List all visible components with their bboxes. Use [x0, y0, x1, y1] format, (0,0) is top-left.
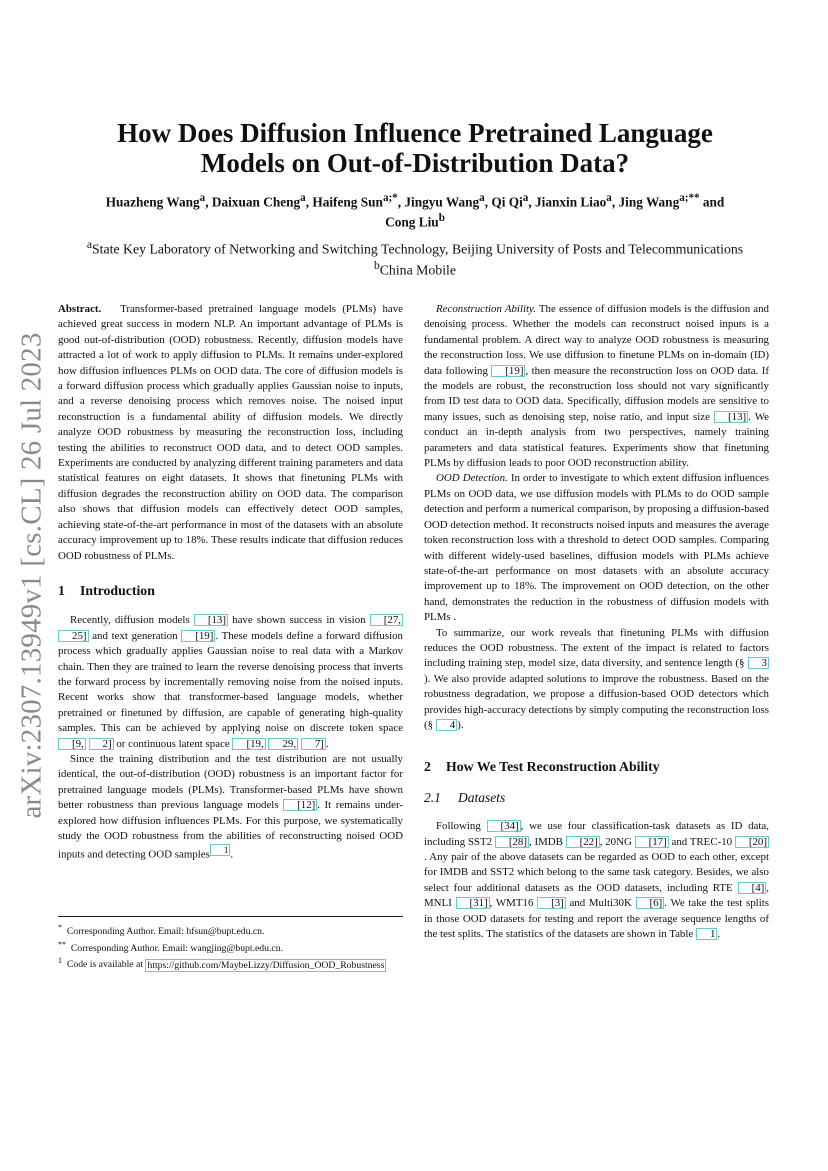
author-sup: a: [199, 192, 206, 204]
abstract-label: Abstract.: [58, 303, 102, 315]
section-number: 2: [424, 759, 431, 775]
footnote: * Corresponding Author. Email: hfsun@bupt.edu.cn.: [58, 923, 265, 938]
abstract: [58, 302, 403, 564]
citation-link[interactable]: 29,: [268, 738, 298, 750]
affiliation-a: [55, 237, 775, 258]
citation-link[interactable]: [19]: [181, 630, 215, 642]
section-heading: [424, 759, 769, 774]
affiliation-sup: b: [373, 259, 380, 272]
footnote: ** Corresponding Author. Email: wangjing@bupt.edu.cn.: [58, 939, 283, 954]
author-sup: b: [438, 212, 445, 225]
affiliation-b: [55, 258, 775, 279]
citation-link[interactable]: [22]: [566, 836, 600, 848]
affiliations: [55, 237, 775, 278]
section-ref-link[interactable]: 3: [748, 657, 769, 669]
author: Qi Qi: [491, 194, 523, 210]
citation-link[interactable]: [20]: [735, 836, 769, 848]
citation-link[interactable]: 25]: [58, 630, 89, 642]
citation-link[interactable]: [17]: [635, 836, 669, 848]
author: Huazheng Wang: [105, 194, 200, 210]
author: Jingyu Wang: [404, 194, 480, 210]
code-url-link[interactable]: https://github.com/MaybeLizzy/Diffusion_OOD_Robustness: [147, 959, 385, 971]
citation-link[interactable]: [13]: [194, 614, 228, 626]
recon-paragraph: Reconstruction Ability. The essence of diffusion models is the diffusion and denoising process. Whether the models can reconstruct noised inputs is a fundamental problem. A direct way to analyze OOD robustness is measuring the reconstruction loss. We use diffusion to finetune PLMs on in-domain (ID) data following [19] , then measure the reconstruction loss on OOD data. If the models are robust, the reconstruction loss should not vary significantly from ID test data to OOD data. Specifically, diffusion models are sensitive to many issues, such as denoising step, noise ratio, and input size [13] . We conduct an in-depth analysis from two perspectives, namely training parameters and data statistical features. Experiments show that finetuning PLMs by diffusion leads to poor OOD reconstruction ability.: [424, 303, 770, 470]
paper-title: How Does Diffusion Influence Pretrained Language Models on Out-of-Distribution Data?: [117, 118, 713, 178]
left-column: [58, 302, 403, 863]
citation-link[interactable]: 2]: [89, 738, 114, 750]
author-sup[interactable]: a;*: [382, 192, 398, 204]
citation-link[interactable]: [6]: [636, 897, 665, 909]
citation-link[interactable]: [12]: [283, 799, 317, 811]
subsection-title: Datasets: [458, 789, 506, 805]
abstract-text: Transformer-based pretrained language models (PLMs) have achieved great success in modern NLP. An important advantage of PLMs is good out-of-distribution (OOD) robustness. Recently, diffusion models have attracted a lot of work to apply diffusion to PLMs. It remains under-explored how diffusion influences PLMs on OOD data. The core of diffusion models is a forward diffusion process which gradually applies Gaussian noise to inputs, and a reverse denoising process which removes noise. The noised input reconstruction is a fundamental ability of diffusion models. We directly analyze OOD robustness by measuring the reconstruction loss, including testing the abilities to reconstruct OOD data, and to detect OOD samples. Experiments are conducted by analyzing different training parameters and data statistical features on eight datasets. It shows that finetuning PLMs with diffusion degrades the reconstruction ability on OOD data. The comparison also shows that diffusion models can effectively detect OOD samples, achieving state-of-the-art performance in most of the datasets with an absolute accuracy improvement up to 18%. These results indicate that diffusion reduces OOD robustness of PLMs.: [58, 303, 404, 562]
section-title: Introduction: [80, 582, 155, 598]
author-sup[interactable]: a;**: [679, 192, 700, 204]
citation-link[interactable]: [27,: [370, 614, 403, 626]
paragraph-lead: Reconstruction Ability.: [436, 303, 536, 315]
author: Haifeng Sun: [312, 194, 383, 210]
summary-paragraph: To summarize, our work reveals that finetuning PLMs with diffusion reduces the OOD robustness. The extent of the impact is related to factors including training step, model size, data diversity, and sentence length (§ 3). We also provide adapted solutions to improve the robustness. Based on the robustness degradation, we propose a diffusion-based OOD detectors which provides high-accuracy detections by simply computing the reconstruction loss (§ 4 ).: [424, 626, 769, 731]
citation-link[interactable]: [19,: [232, 738, 265, 750]
author-list: Huazheng Wang$^a$, Daixuan Cheng$^a$, Haifeng Sun$^{a;*}$, Jingyu Wang$^a$, Qi Qi$^a$, Jianxin Liao$^a$, Jing Wang$^{a;**}$ and Cong Liu$^b$: [105, 192, 725, 230]
footnote: $^1$ Code is available at https://github.com/MaybeLizzy/Diffusion_OOD_Robustness: [58, 956, 385, 971]
subsection-heading: [424, 790, 769, 805]
citation-link[interactable]: [13]: [714, 411, 748, 423]
citation-link[interactable]: [28]: [495, 836, 529, 848]
right-column: [424, 302, 769, 942]
section-heading: [58, 583, 403, 598]
author: Daixuan Cheng: [211, 194, 301, 210]
footnote-link[interactable]: 1: [210, 844, 231, 856]
section-ref-link[interactable]: 4: [436, 719, 457, 731]
citation-link[interactable]: 7]: [301, 738, 326, 750]
author-sup: a: [479, 192, 485, 204]
affiliation-text: China Mobile: [379, 262, 456, 278]
arxiv-id: arXiv:2307.13949v1 [cs.CL] 26 Jul 2023: [15, 331, 48, 819]
datasets-paragraph: Following [34] , we use four classification-task datasets as ID data, including SST2 [28] , IMDB [22] , 20NG [17] and TREC-10 [20]. Any pair of the above datasets can be regarded as OOD to each other, except for IMDB and SST2 which belong to the same task category. Besides, we also select four additional datasets as the OOD datasets, including RTE [4] , MNLI [31] , WMT16 [3] and Multi30K [6] . We take the test splits in those OOD datasets for testing and report the average sequence lengths of the test splits. The statistics of the datasets are shown in Table 1 .: [424, 820, 769, 941]
footnote-rule: [58, 916, 403, 917]
intro-paragraph-2: Since the training distribution and the test distribution are not usually identical, the out-of-distribution (OOD) robustness is an important factor for pretrained language models (PLMs). Transformer-based PLMs have shown better robustness than previous language models [12] . It remains under-explored how diffusion influences PLMs. For this purpose, we systematically study the OOD robustness from the abilities of reconstructing noised OOD inputs and detecting OOD samples $^1$ .: [58, 752, 403, 862]
citation-link[interactable]: [19]: [491, 365, 525, 377]
citation-link[interactable]: [34]: [487, 820, 521, 832]
intro-paragraph-1: Recently, diffusion models [13] have shown success in vision [27, 25] and text generation [19] . These models define a forward diffusion process which gradually applies Gaussian noise to real data with a Markov chain. Then they are trained to learn the reverse denoising process that inverts the forward process by incrementally removing noise from the noised inputs. Recent works show that transformer-based language models, whether pretrained or finetuned by diffusion, are capable of generating high-quality samples. This can be achieved by applying noise on discrete token space [9, 2] or continuous latent space [19, 29, 7] .: [58, 614, 403, 750]
author-sup: a: [300, 192, 306, 204]
author: Jianxin Liao: [534, 194, 607, 210]
subsection-number: 2.1: [424, 789, 441, 805]
citation-link[interactable]: [9,: [58, 738, 86, 750]
section-number: 1: [58, 582, 65, 598]
footnotes: [58, 916, 403, 972]
author: Cong Liu: [385, 214, 439, 230]
author-sup: a: [606, 192, 612, 204]
citation-link[interactable]: [31]: [456, 897, 490, 909]
citation-link[interactable]: [4]: [738, 882, 767, 894]
arxiv-stamp: [8, 300, 56, 850]
author: Jing Wang: [618, 194, 680, 210]
affiliation-text: State Key Laboratory of Networking and Switching Technology, Beijing University of Posts and Telecommunications: [91, 241, 744, 257]
section-title: How We Test Reconstruction Ability: [446, 759, 660, 775]
table-ref-link[interactable]: 1: [696, 928, 717, 940]
author-sup: a: [522, 192, 529, 204]
paragraph-lead: OOD Detection.: [436, 472, 508, 485]
affiliation-sup: a: [86, 239, 92, 251]
ood-paragraph: OOD Detection. In order to investigate to which extent diffusion influences PLMs on OOD data, we use diffusion models with PLMs to do OOD sample detection and perform a numerical comparison, by proposing a diffusion-based OOD detection method. It reconstructs noised inputs and measures the average token reconstruction loss with a threshold to detect OOD samples. Comparing with different widely-used baselines, diffusion models with PLMs achieve state-of-the-art performance on most datasets with an absolute accuracy improvement up to 18%. The improvement on OOD detection, on the other hand, demonstrates the reduction in the robustness of diffusion models with PLMs .: [424, 472, 770, 624]
citation-link[interactable]: [3]: [537, 897, 566, 909]
